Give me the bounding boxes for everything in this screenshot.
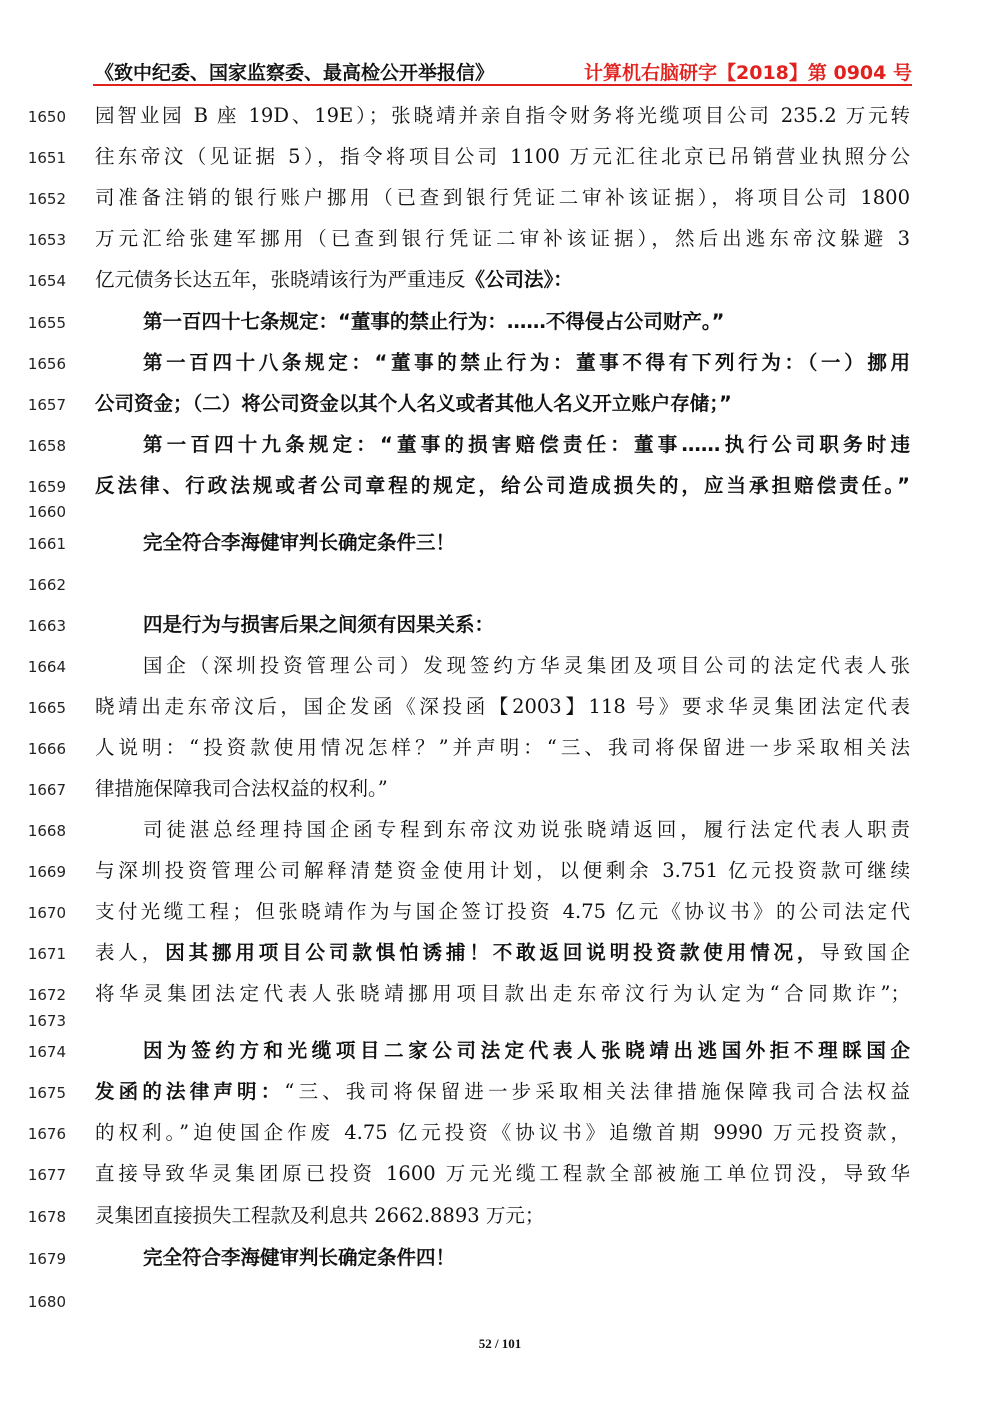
law-article-149-cont: 反法律、行政法规或者公司章程的规定，给公司造成损失的，应当承担赔偿责任。”	[95, 474, 910, 497]
text-line: 人说明：“投资款使用情况怎样？”并声明：“三、我司将保留进一步采取相关法	[95, 736, 910, 759]
text-segment: 亿元债务长达五年，张晓靖该行为严重违反	[95, 268, 466, 291]
header-reference-number: 计算机右脑研字【2018】第 0904 号	[584, 62, 912, 84]
line-number: 1677	[27, 1166, 66, 1184]
line-number: 1667	[27, 781, 66, 799]
law-article-148-cont: 公司资金；（二）将公司资金以其个人名义或者其他人名义开立账户存储；”	[95, 392, 732, 415]
line-number: 1663	[27, 617, 66, 635]
line-number: 1672	[27, 986, 66, 1004]
line-number: 1673	[27, 1012, 66, 1030]
line-number: 1656	[27, 355, 66, 373]
text-line: 将华灵集团法定代表人张晓靖挪用项目款出走东帝汶行为认定为“合同欺诈”；	[95, 982, 910, 1005]
text-line: 司准备注销的银行账户挪用（已查到银行凭证二审补该证据），将项目公司 1800	[95, 186, 910, 209]
line-number: 1666	[27, 740, 66, 758]
text-segment: 导致国企	[820, 941, 910, 964]
text-line: 与深圳投资管理公司解释清楚资金使用计划，以便剩余 3.751 亿元投资款可继续	[95, 859, 910, 882]
line-number: 1680	[27, 1293, 66, 1311]
text-line: 司徒湛总经理持国企函专程到东帝汶劝说张晓靖返回，履行法定代表人职责	[143, 818, 910, 841]
text-line	[95, 1080, 910, 1104]
header-divider	[93, 84, 912, 86]
line-number: 1675	[27, 1084, 66, 1102]
line-number: 1651	[27, 149, 66, 167]
text-line: 支付光缆工程；但张晓靖作为与国企签订投资 4.75 亿元《协议书》的公司法定代	[95, 900, 910, 923]
emphasis-text: 发函的法律声明：	[95, 1080, 285, 1103]
section-heading: 四是行为与损害后果之间须有因果关系：	[143, 613, 495, 636]
line-number: 1668	[27, 822, 66, 840]
conclusion-condition-three: 完全符合李海健审判长确定条件三！	[143, 531, 456, 554]
header-title: 《致中纪委、国家监察委、最高检公开举报信》	[95, 62, 495, 84]
line-number: 1658	[27, 437, 66, 455]
line-number: 1650	[27, 108, 66, 126]
line-number: 1653	[27, 231, 66, 249]
line-number: 1674	[27, 1043, 66, 1061]
line-number: 1679	[27, 1250, 66, 1268]
page-number: 52 / 101	[478, 1336, 522, 1351]
text-line	[95, 268, 910, 292]
line-number: 1669	[27, 863, 66, 881]
line-number: 1676	[27, 1125, 66, 1143]
text-line: 的权利。”迫使国企作废 4.75 亿元投资《协议书》追缴首期 9990 万元投资款，	[95, 1121, 910, 1144]
text-segment: 表人，	[95, 941, 166, 964]
line-number: 1660	[27, 503, 66, 521]
text-line: 往东帝汶（见证据 5），指令将项目公司 1100 万元汇往北京已吊销营业执照分公	[95, 145, 910, 168]
line-number: 1678	[27, 1208, 66, 1226]
line-number: 1654	[27, 272, 66, 290]
line-number: 1671	[27, 945, 66, 963]
emphasis-text: 因为签约方和光缆项目二家公司法定代表人张晓靖出逃国外拒不理睬国企	[143, 1039, 910, 1062]
line-number: 1652	[27, 190, 66, 208]
line-number: 1664	[27, 658, 66, 676]
line-number: 1655	[27, 314, 66, 332]
law-article-149: 第一百四十九条规定：“董事的损害赔偿责任：董事……执行公司职务时违	[143, 433, 910, 456]
text-line: 律措施保障我司合法权益的权利。”	[95, 777, 388, 800]
text-line: 晓靖出走东帝汶后，国企发函《深投函【2003】118 号》要求华灵集团法定代表	[95, 695, 910, 718]
emphasis-text: 因其挪用项目公司款惧怕诱捕！不敢返回说明投资款使用情况，	[165, 941, 821, 964]
line-number: 1670	[27, 904, 66, 922]
text-line: 灵集团直接损失工程款及利息共 2662.8893 万元；	[95, 1204, 545, 1227]
line-number: 1657	[27, 396, 66, 414]
conclusion-condition-four: 完全符合李海健审判长确定条件四！	[143, 1246, 456, 1269]
line-number: 1659	[27, 478, 66, 496]
law-title: 《公司法》：	[465, 268, 573, 291]
text-line	[95, 941, 910, 965]
law-article-148: 第一百四十八条规定：“董事的禁止行为：董事不得有下列行为：（一）挪用	[143, 351, 910, 374]
text-line: 国企（深圳投资管理公司）发现签约方华灵集团及项目公司的法定代表人张	[143, 654, 910, 677]
text-line: 园智业园 B 座 19D、19E）；张晓靖并亲自指令财务将光缆项目公司 235.2 万元转	[95, 104, 910, 127]
line-number: 1662	[27, 576, 66, 594]
line-number: 1665	[27, 699, 66, 717]
text-line: 直接导致华灵集团原已投资 1600 万元光缆工程款全部被施工单位罚没，导致华	[95, 1162, 910, 1185]
law-article-147: 第一百四十七条规定：“董事的禁止行为：……不得侵占公司财产。”	[143, 310, 725, 333]
text-line: 万元汇给张建军挪用（已查到银行凭证二审补该证据），然后出逃东帝汶躲避 3	[95, 227, 910, 250]
text-segment: “三、我司将保留进一步采取相关法律措施保障我司合法权益	[284, 1080, 910, 1103]
line-number: 1661	[27, 535, 66, 553]
